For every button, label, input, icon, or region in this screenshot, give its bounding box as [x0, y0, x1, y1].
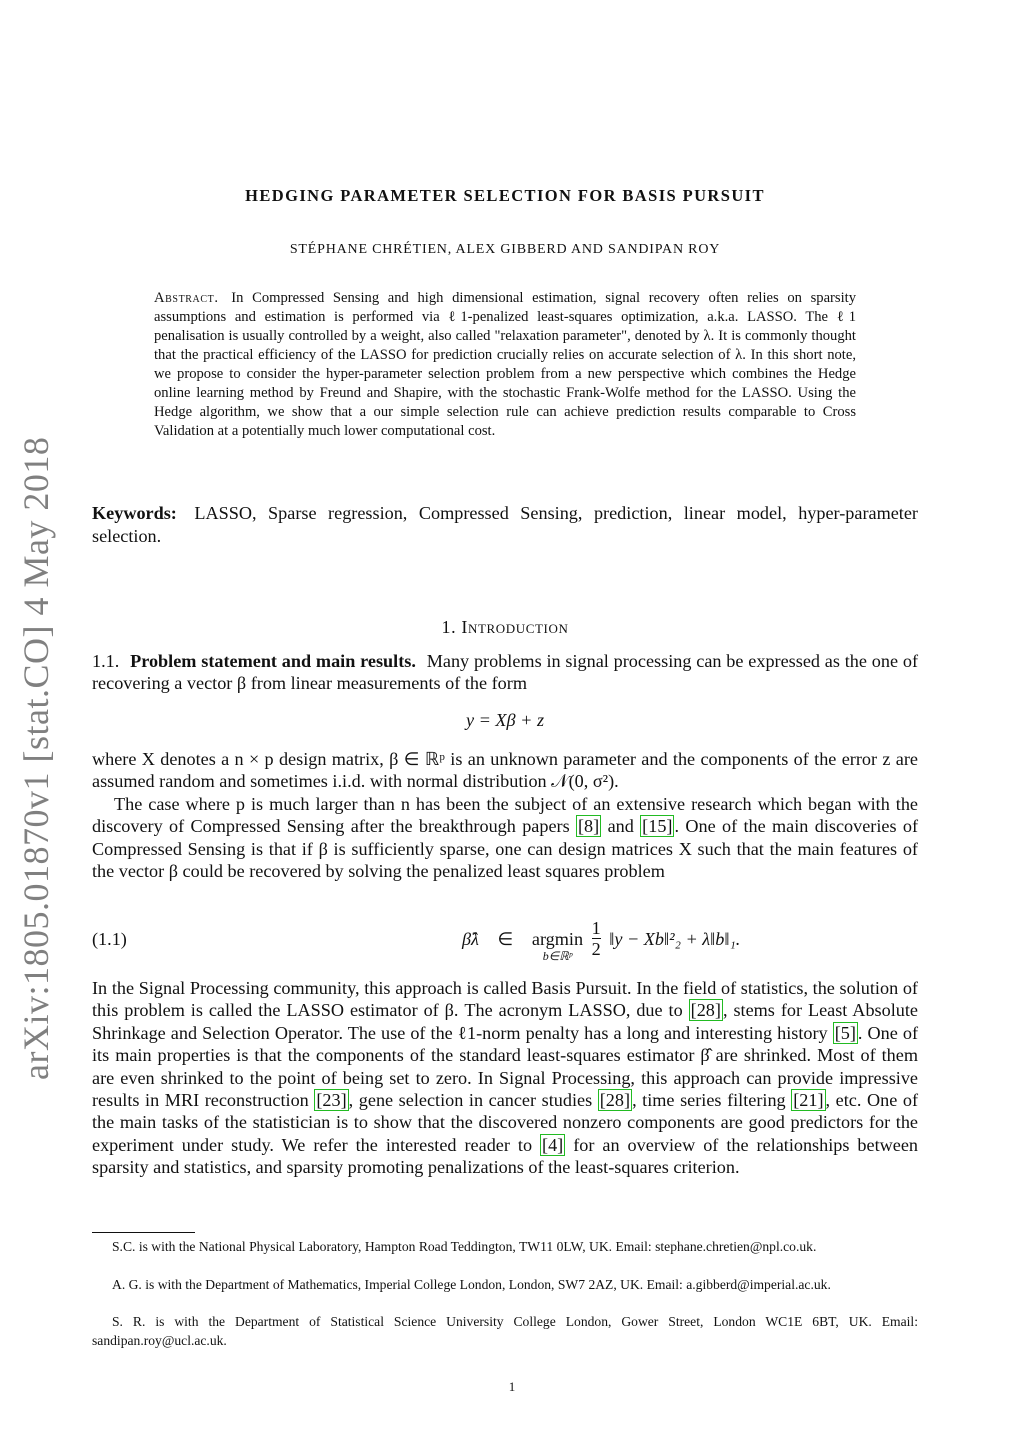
equation-rhs: ‖y − Xb‖²₂ + λ‖b‖₁.	[609, 929, 741, 949]
paper-authors: STÉPHANE CHRÉTIEN, ALEX GIBBERD AND SANDIPAN ROY	[289, 242, 721, 257]
arxiv-identifier: arXiv:1805.01870v1 [stat.CO] 4 May 2018	[16, 436, 56, 1080]
citation-link[interactable]: [15]	[642, 816, 673, 837]
citation-link[interactable]: [4]	[542, 1134, 564, 1155]
argmin-subscript: b∈ℝᵖ	[542, 949, 573, 963]
argmin-text: argmin	[531, 929, 584, 949]
keywords-label: Keywords:	[92, 503, 177, 523]
section-heading	[92, 617, 918, 638]
citation-link[interactable]: [21]	[793, 1090, 824, 1111]
subsection-number: 1.1.	[92, 651, 120, 671]
section-number: 1.	[441, 617, 457, 637]
paragraph-design-matrix: where X denotes a n × p design matrix, β ∈ ℝᵖ is an unknown parameter and the components of the error z are assumed random and sometimes i.i.d. with normal distribution 𝒩(0, σ²).	[92, 749, 918, 792]
abstract	[154, 289, 856, 441]
equation-label: (1.1)	[92, 929, 127, 949]
section-title: Introduction	[461, 617, 569, 637]
citation-link[interactable]: [23]	[316, 1090, 347, 1111]
paragraph-text: for an overview of the relationships between sparsity and statistics, and sparsity promoting penalizations of the least-squares criterion.	[92, 1134, 919, 1178]
equation-body	[462, 918, 741, 963]
footnote-sc: S.C. is with the National Physical Laboratory, Hampton Road Teddington, TW11 0LW, UK. Email: stephane.chretien@npl.co.uk.	[112, 1239, 817, 1254]
footnote-ag: A. G. is with the Department of Mathematics, Imperial College London, London, SW7 2AZ, UK. Email: a.gibberd@imperial.ac.uk.	[112, 1277, 831, 1292]
citation-link[interactable]: [5]	[834, 1022, 856, 1043]
paragraph-text: . One of the main discoveries of Compressed Sensing is that if β is sufficiently sparse, one can design matrices X such that the main features of the vector β could be recovered by solving the penalized least squares problem	[92, 816, 919, 882]
subsection-title: Problem statement and main results.	[130, 651, 416, 671]
citation-link[interactable]: [8]	[578, 816, 600, 837]
abstract-text: In Compressed Sensing and high dimensional estimation, signal recovery often relies on sparsity assumptions and estimation is performed via ℓ1-penalized least-squares optimization, a.k.a. LASSO. The ℓ1 penalisation is usually controlled by a weight, also called "relaxation parameter", denoted by λ. It is commonly thought that the practical efficiency of the LASSO for prediction crucially relies on accurate selection of λ. In this short note, we propose to consider the hyper-parameter selection problem from a new perspective which combines the Hedge online learning method by Freund and Shapire, with the stochastic Frank-Wolfe method for the LASSO. Using the Hedge algorithm, we show that a our simple selection rule can achieve prediction results comparable to Cross Validation at a potentially much lower computational cost.	[154, 290, 856, 439]
fraction	[592, 918, 601, 959]
paragraph-text: and	[607, 816, 634, 837]
citation-link[interactable]: [28]	[690, 1000, 721, 1021]
paragraph-text: , time series filtering	[632, 1090, 786, 1111]
equation-relation: ∈	[497, 929, 514, 949]
linear-model-equation: y = Xβ + z	[465, 710, 545, 730]
citation-link[interactable]: [28]	[599, 1090, 631, 1111]
equation-lhs: β̂λ	[462, 929, 479, 949]
paragraph-text: In the Signal Processing community, this approach is called Basis Pursuit. In the field of statistics, the solution of this problem is called the LASSO estimator of β. The acronym LASSO, due to	[92, 978, 918, 1021]
footnote-sr: S. R. is with the Department of Statistical Science University College London, Gower Street, London WC1E 6BT, UK. Email: sandipan.roy@ucl.ac.uk.	[92, 1314, 918, 1348]
paper-title: HEDGING PARAMETER SELECTION FOR BASIS PURSUIT	[245, 186, 765, 205]
paragraph-text: . One of its main properties is that the components of the standard least-squares estimator β̂ are shrinked. Most of them are even shrinked to the point of being set to zero. In Signal Processing, this approach can provide impressive results in MRI reconstruction	[92, 1022, 919, 1111]
paragraph-compressed-sensing	[92, 793, 918, 883]
fraction-denominator: 2	[591, 939, 601, 959]
keywords-text: LASSO, Sparse regression, Compressed Sensing, prediction, linear model, hyper-parameter selection.	[92, 503, 918, 546]
keywords	[92, 502, 918, 548]
page-number: 1	[508, 1379, 516, 1394]
paragraph-text: Many problems in signal processing can be expressed as the one of recovering a vector β from linear measurements of the form	[92, 651, 918, 694]
fraction-numerator: 1	[591, 918, 601, 938]
paragraph-text: , stems for Least Absolute Shrinkage and Selection Operator. The use of the ℓ1-norm penalty has a long and interesting history	[92, 1000, 918, 1043]
paragraph-basis-pursuit	[92, 977, 918, 1179]
paragraph-text: , etc. One of the main tasks of the statistician is to show that the discovered nonzero components are good predictors for the experiment under study. We refer the interested reader to	[92, 1090, 919, 1155]
equation-1-1	[92, 918, 918, 968]
paragraph-text: , gene selection in cancer studies	[348, 1090, 593, 1111]
paragraph-text: The case where p is much larger than n has been the subject of an extensive research which began with the discovery of Compressed Sensing after the breakthrough papers	[92, 794, 918, 837]
paragraph-problem-statement	[92, 650, 918, 695]
footnote-divider	[92, 1232, 195, 1233]
argmin-operator	[532, 929, 583, 962]
abstract-label: Abstract.	[154, 290, 219, 306]
